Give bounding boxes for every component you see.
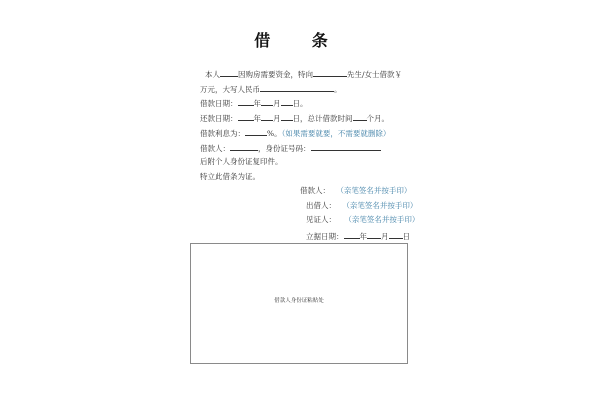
id-number-label: ，身份证号码：	[258, 144, 311, 153]
interest-note: （如果需要就要，不需要就删除）	[281, 129, 391, 138]
loan-month-blank	[261, 97, 273, 106]
borrower-blank	[230, 142, 258, 151]
lender-signature-line	[306, 201, 417, 211]
loan-date-line	[200, 97, 308, 109]
repay-date-year: 年	[253, 114, 261, 123]
attach-line: 后附个人身份证复印件。	[200, 157, 283, 166]
issue-date-day: 日	[402, 232, 410, 241]
repay-date-line	[200, 112, 389, 124]
borrower-name-blank	[220, 68, 238, 77]
repay-date-month: 月	[273, 114, 281, 123]
borrower-id-line	[200, 142, 381, 154]
issue-year-blank	[344, 230, 360, 239]
para2-text-2: 。	[334, 85, 342, 94]
para2-text-1: 万元，大写人民币	[200, 85, 260, 94]
document-title: 借 条	[254, 31, 346, 50]
para1-text-3: 先生/女士借款￥	[347, 70, 403, 79]
loan-date-month: 月	[273, 99, 281, 108]
para1-text-2: 因购房需要资金，特向	[238, 70, 313, 79]
witness-signature-line	[306, 215, 419, 225]
issue-day-blank	[389, 230, 403, 239]
issue-date-label: 立据日期：	[306, 232, 344, 241]
witness-signature-note: （亲笔签名并按手印）	[344, 215, 420, 224]
para1-line	[205, 68, 402, 80]
loan-months-blank	[353, 112, 367, 121]
repay-date-label: 还款日期：	[200, 114, 238, 123]
para1-text-1: 本人	[205, 70, 220, 79]
repay-date-day: 日，总计借款时间	[292, 114, 353, 123]
lender-signature-label: 出借人：	[306, 201, 336, 210]
issue-date-line	[306, 230, 410, 242]
issue-month-blank	[367, 230, 381, 239]
repay-year-blank	[238, 112, 254, 121]
id-card-paste-box	[190, 243, 408, 364]
statement-line: 特立此借条为证。	[200, 172, 260, 181]
witness-signature-label: 见证人：	[306, 215, 336, 224]
repay-date-tail: 个月。	[366, 114, 389, 123]
repay-day-blank	[281, 112, 293, 121]
lender-name-blank	[313, 68, 347, 77]
issue-date-year: 年	[359, 232, 367, 241]
id-card-paste-label: 借款人身份证粘贴处	[274, 298, 324, 304]
interest-label: 借款利息为：	[200, 129, 245, 138]
borrower-line-label: 借款人：	[200, 144, 230, 153]
issue-date-month: 月	[381, 232, 389, 241]
id-number-blank	[311, 142, 381, 151]
loan-day-blank	[281, 97, 293, 106]
repay-month-blank	[261, 112, 273, 121]
interest-unit: %。	[267, 129, 282, 138]
interest-rate-blank	[245, 127, 267, 136]
loan-year-blank	[238, 97, 254, 106]
borrower-signature-note: （亲笔签名并按手印）	[336, 186, 412, 195]
amount-words-blank	[260, 83, 334, 92]
lender-signature-note: （亲笔签名并按手印）	[342, 201, 418, 210]
interest-line	[200, 127, 390, 139]
loan-date-day: 日。	[292, 99, 308, 108]
para2-line	[200, 83, 342, 95]
loan-date-label: 借款日期：	[200, 99, 238, 108]
borrower-signature-line	[300, 186, 411, 196]
borrower-signature-label: 借款人：	[300, 186, 330, 195]
loan-date-year: 年	[253, 99, 261, 108]
